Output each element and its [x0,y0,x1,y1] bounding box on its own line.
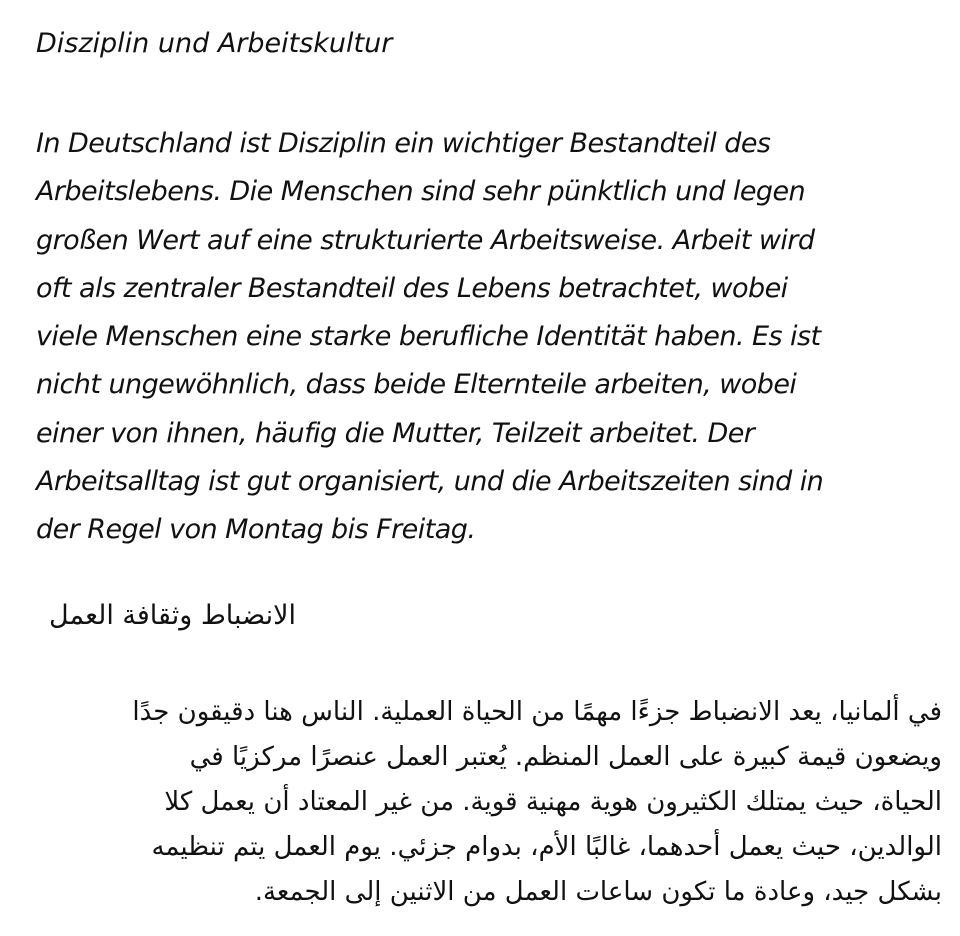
german-line: großen Wert auf eine strukturierte Arbeitsweise. Arbeit wird [36,224,815,256]
arabic-line: ويضعون قيمة كبيرة على العمل المنظم. يُعتبر العمل عنصرًا مركزيًا في [189,742,942,772]
german-line: oft als zentraler Bestandteil des Lebens betrachtet, wobei [36,272,788,304]
german-line: der Regel von Montag bis Freitag. [36,514,476,546]
arabic-line: الوالدين، حيث يعمل أحدهما، غالبًا الأم، بدوام جزئي. يوم العمل يتم تنظيمه [151,832,942,862]
german-line: Arbeitslebens. Die Menschen sind sehr pünktlich und legen [36,176,806,208]
arabic-line: بشكل جيد، وعادة ما تكون ساعات العمل من الاثنين إلى الجمعة. [254,877,942,907]
arabic-line: في ألمانيا، يعد الانضباط جزءًا مهمًا من الحياة العملية. الناس هنا دقيقون جدًا [132,697,942,727]
german-line: In Deutschland ist Disziplin ein wichtiger Bestandteil des [36,128,771,159]
german-line: viele Menschen eine starke berufliche Identität haben. Es ist [36,321,821,353]
german-paragraph [36,120,941,555]
german-title: Disziplin und Arbeitskultur [36,28,393,59]
german-line: nicht ungewöhnlich, dass beide Elternteile arbeiten, wobei [36,369,797,401]
german-line: Arbeitsalltag ist gut organisiert, und die Arbeitszeiten sind in [36,466,824,498]
arabic-paragraph [12,690,942,915]
arabic-line: الحياة، حيث يمتلك الكثيرون هوية مهنية قوية. من غير المعتاد أن يعمل كلا [164,787,942,817]
arabic-title: الانضباط وثقافة العمل [49,600,296,631]
german-line: einer von ihnen, häufig die Mutter, Teilzeit arbeitet. Der [36,417,755,449]
